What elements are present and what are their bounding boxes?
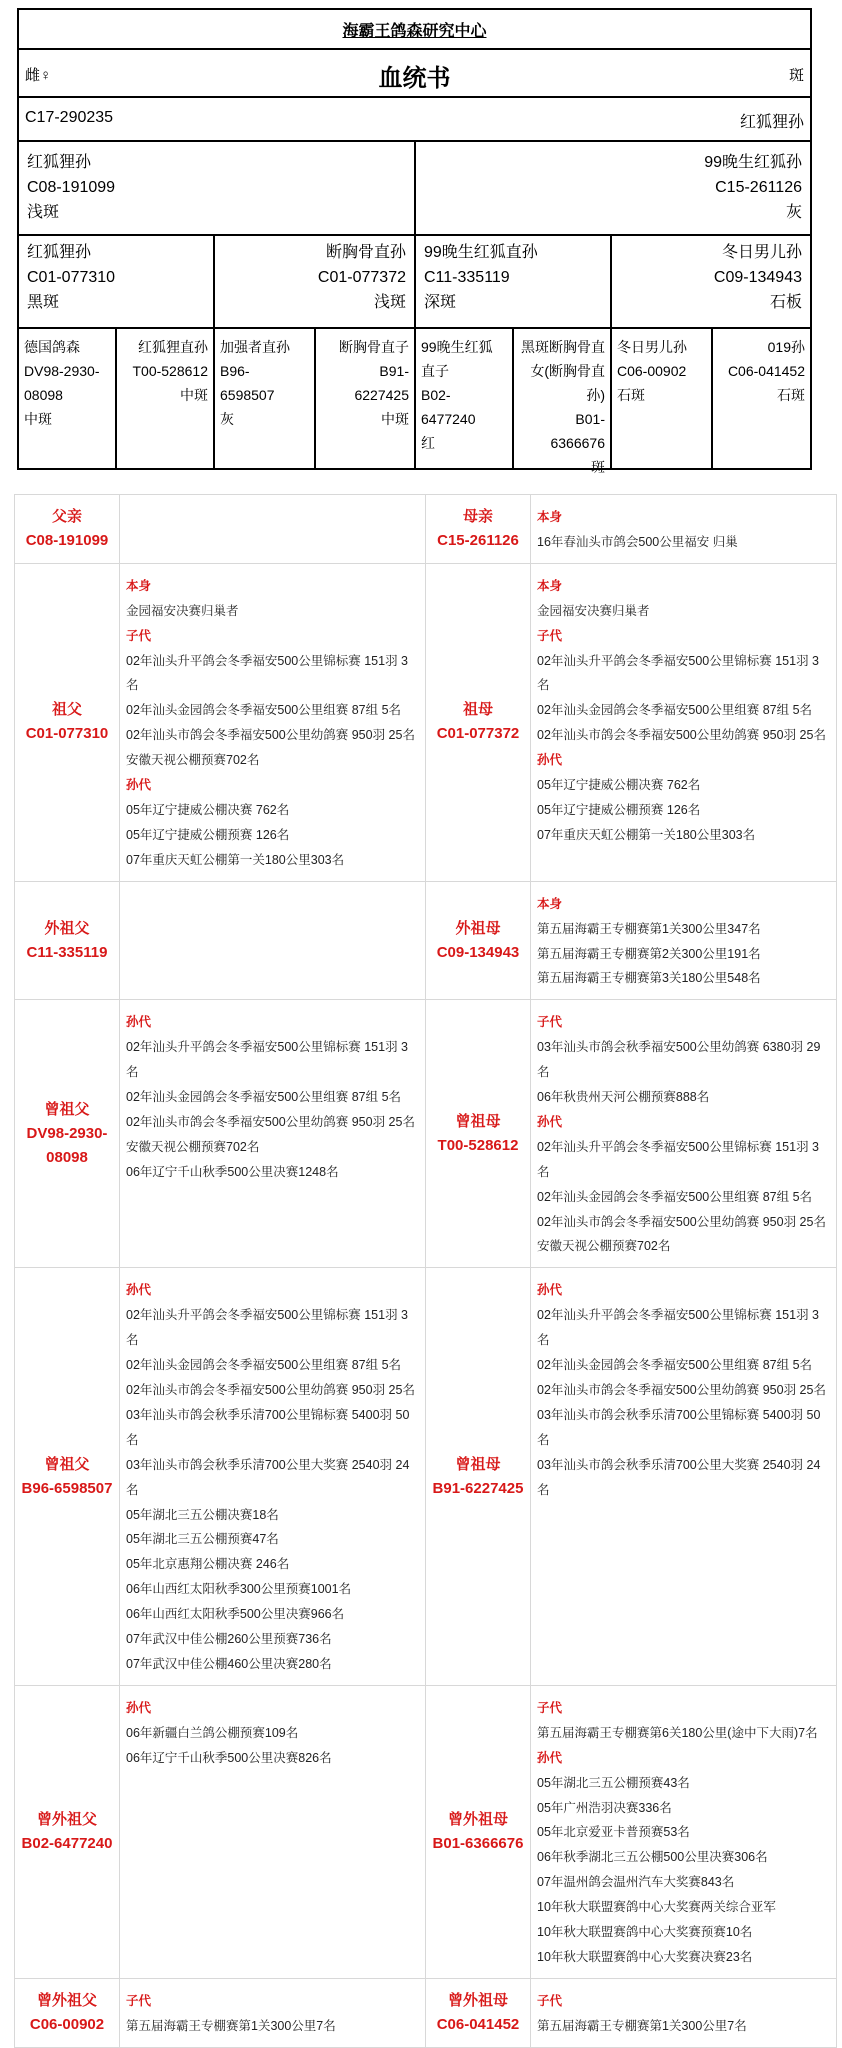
relation-ring: C15-261126 (437, 531, 519, 549)
achievement-line: 05年辽宁捷威公棚预赛 126名 (537, 802, 701, 817)
achievement-line: 05年湖北三五公棚预赛43名 (537, 1775, 690, 1790)
relation-cell (15, 1978, 120, 2047)
relation-cell (426, 1268, 531, 1686)
gen4-line: 6598507 (220, 387, 275, 403)
section-heading: 子代 (537, 628, 563, 643)
relation-cell (426, 495, 531, 564)
section-heading: 孙代 (537, 1750, 563, 1765)
achievement-line: 02年汕头升平鸽会冬季福安500公里锦标赛 151羽 3名 (537, 1308, 820, 1348)
section-heading: 子代 (537, 1993, 563, 2008)
gen3-name: 红狐狸孙 (27, 244, 92, 261)
gen3-name: 冬日男儿孙 (721, 244, 802, 261)
achievement-line: 02年汕头市鸽会冬季福安500公里幼鸽赛 950羽 25名 (537, 728, 826, 743)
table-row (15, 495, 837, 564)
gen4-cell (514, 329, 612, 475)
section-heading: 本身 (537, 896, 563, 911)
relation-cell (15, 881, 120, 1000)
achievement-line: 第五届海霸王专棚赛第2关300公里191名 (537, 946, 761, 961)
achievement-line: 07年温州鸽会温州汽车大奖赛843名 (537, 1875, 735, 1890)
sex-label: 雌♀ (25, 67, 52, 84)
achievement-line: 安徽天视公棚预赛702名 (126, 753, 260, 768)
table-row (15, 881, 837, 1000)
gen2-cell (416, 142, 810, 236)
gen4-cell (316, 329, 416, 470)
gen4-line: 冬日男儿孙 (617, 339, 687, 355)
relation-label: 曾外祖母 (447, 1810, 508, 1828)
relation-ring: C09-134943 (436, 943, 520, 961)
achievement-line: 第五届海霸王专棚赛第3关180公里548名 (537, 971, 761, 986)
gen4-line: 孙) (586, 387, 605, 403)
gen3-cell (19, 236, 215, 329)
achievement-line: 02年汕头升平鸽会冬季福安500公里锦标赛 151羽 3名 (537, 1139, 820, 1179)
doc-title: 血统书 (378, 65, 451, 92)
achievement-cell (531, 1000, 837, 1268)
relation-ring: B96-6598507 (21, 1479, 113, 1497)
gen3-cell (612, 236, 810, 329)
relation-cell (426, 1685, 531, 1978)
achievement-line: 02年汕头市鸽会冬季福安500公里幼鸽赛 950羽 25名 (126, 1114, 415, 1129)
relation-label: 曾外祖母 (447, 1991, 508, 2009)
achievement-line: 安徽天视公棚预赛702名 (537, 1239, 671, 1254)
achievement-line: 03年汕头市鸽会秋季乐清700公里锦标赛 5400羽 50名 (537, 1407, 821, 1447)
gen3-ring: C01-077372 (317, 269, 406, 286)
gen4-line: 石斑 (617, 387, 645, 403)
section-heading: 本身 (537, 510, 563, 524)
achievement-table (14, 494, 837, 2048)
pedigree-chart (17, 8, 812, 475)
achievement-line: 10年秋大联盟赛鸽中心大奖赛两关综合亚军 (537, 1900, 776, 1915)
relation-cell (15, 1685, 120, 1978)
relation-label: 曾祖母 (455, 1455, 501, 1473)
relation-cell (15, 1000, 120, 1268)
achievement-line: 05年辽宁捷威公棚决赛 762名 (537, 778, 701, 793)
achievement-line: 金园福安决赛归巢者 (537, 603, 650, 618)
gen4-line: 石斑 (777, 387, 805, 403)
relation-label: 祖母 (462, 701, 493, 719)
achievement-line: 05年湖北三五公棚决赛18名 (126, 1507, 279, 1522)
gen4-cell (416, 329, 514, 470)
gen2-ring: C08-191099 (27, 179, 116, 196)
table-row (15, 1685, 837, 1978)
achievement-line: 05年辽宁捷威公棚决赛 762名 (126, 802, 290, 817)
achievement-line: 第五届海霸王专棚赛第1关300公里7名 (537, 2018, 747, 2033)
relation-ring: C11-335119 (26, 943, 108, 961)
gen4-line: 女(断胸骨直 (530, 363, 605, 379)
achievement-line: 05年辽宁捷威公棚预赛 126名 (126, 827, 290, 842)
gen3-color: 浅斑 (373, 294, 406, 311)
achievement-line: 07年重庆天虹公棚第一关180公里303名 (537, 827, 756, 842)
relation-ring: C01-077310 (25, 725, 109, 743)
section-heading: 孙代 (537, 1114, 563, 1129)
achievement-line: 03年汕头市鸽会秋季乐清700公里大奖赛 2540羽 24名 (126, 1457, 410, 1497)
section-heading: 孙代 (537, 753, 563, 768)
gen3-color: 深斑 (424, 294, 457, 311)
relation-label: 祖父 (51, 701, 82, 719)
gen4-line: 中斑 (180, 387, 208, 403)
achievement-line: 05年北京惠翔公棚决赛 246名 (126, 1557, 290, 1572)
table-row (15, 563, 837, 881)
section-heading: 子代 (537, 1700, 563, 1715)
gen4-line: 中斑 (381, 411, 409, 427)
gen4-line: 中斑 (24, 411, 52, 427)
relation-ring: B91-6227425 (432, 1479, 524, 1497)
gen4-line: 019孙 (767, 339, 805, 355)
gen2-color: 浅斑 (27, 204, 60, 221)
achievement-line: 05年广州浩羽决赛336名 (537, 1800, 672, 1815)
achievement-cell (120, 1000, 426, 1268)
section-heading: 孙代 (126, 1700, 152, 1715)
relation-ring: C08-191099 (25, 531, 109, 549)
relation-ring: T00-528612 (437, 1136, 519, 1154)
gen4-line: B02- (421, 387, 451, 403)
achievement-line: 06年山西红太阳秋季500公里决赛966名 (126, 1607, 345, 1622)
achievement-line: 07年重庆天虹公棚第一关180公里303名 (126, 852, 345, 867)
gen4-line: 红 (421, 435, 435, 451)
relation-label: 曾外祖父 (36, 1991, 97, 2009)
achievement-cell (531, 881, 837, 1000)
gen3-name: 断胸骨直孙 (325, 244, 406, 261)
gen4-cell (612, 329, 713, 470)
relation-cell (15, 563, 120, 881)
gen3-ring: C01-077310 (27, 269, 116, 286)
gen4-line: 6366676 (550, 435, 605, 451)
gen4-line: 德国鸽森 (24, 339, 80, 355)
section-heading: 子代 (537, 1015, 563, 1030)
subject-ring: C17-290235 (25, 109, 114, 126)
gen4-line: B91- (379, 363, 409, 379)
achievement-line: 06年秋季湖北三五公棚500公里决赛306名 (537, 1850, 768, 1865)
relation-label: 外祖父 (44, 919, 90, 937)
gen3-color: 石板 (769, 294, 802, 311)
achievement-line: 06年辽宁千山秋季500公里决赛1248名 (126, 1164, 339, 1179)
section-heading: 孙代 (126, 778, 152, 793)
gen4-line: B01- (575, 411, 605, 427)
relation-ring: B01-6366676 (432, 1834, 524, 1852)
gen3-color: 黑斑 (27, 294, 60, 311)
gen4-line: DV98-2930- (24, 363, 100, 379)
achievement-line: 02年汕头升平鸽会冬季福安500公里锦标赛 151羽 3名 (537, 653, 820, 693)
achievement-line: 05年北京爱亚卡普预赛53名 (537, 1825, 690, 1840)
gen2-ring: C15-261126 (715, 179, 802, 196)
gen4-line: 直子 (421, 363, 449, 379)
achievement-line: 第五届海霸王专棚赛第1关300公里7名 (126, 2018, 336, 2033)
achievement-cell (120, 495, 426, 564)
relation-cell (426, 1000, 531, 1268)
achievement-line: 16年春汕头市鸽会500公里福安 归巢 (537, 534, 738, 549)
gen4-line: 红狐狸直孙 (138, 339, 208, 355)
achievement-cell (120, 563, 426, 881)
org-title: 海霸王鸽森研究中心 (19, 10, 810, 50)
relation-label: 曾祖父 (44, 1100, 90, 1118)
achievement-line: 07年武汉中佳公棚460公里决赛280名 (126, 1656, 332, 1671)
gen2-cell (19, 142, 416, 236)
table-row (15, 1268, 837, 1686)
gen4-line: 加强者直孙 (220, 339, 290, 355)
gen4-line: 08098 (24, 387, 63, 403)
gen4-line: C06-041452 (727, 363, 805, 379)
relation-cell (15, 1268, 120, 1686)
achievement-line: 安徽天视公棚预赛702名 (126, 1139, 260, 1154)
gen2-name: 99晚生红狐孙 (704, 154, 802, 171)
relation-label: 外祖母 (455, 919, 501, 937)
gen4-line: 斑 (591, 459, 605, 475)
gen4-line: 断胸骨直子 (339, 339, 409, 355)
achievement-line: 03年汕头市鸽会秋季福安500公里幼鸽赛 6380羽 29名 (537, 1040, 821, 1080)
gen3-name: 99晚生红狐直孙 (424, 244, 538, 261)
achievement-line: 02年汕头金园鸽会冬季福安500公里组赛 87组 5名 (537, 1358, 813, 1373)
relation-label: 曾祖父 (44, 1455, 90, 1473)
section-heading: 孙代 (126, 1015, 152, 1030)
relation-label: 曾外祖父 (36, 1810, 97, 1828)
gen4-cell (19, 329, 117, 470)
relation-cell (15, 495, 120, 564)
section-heading: 本身 (126, 578, 152, 593)
relation-cell (426, 881, 531, 1000)
section-heading: 孙代 (537, 1283, 563, 1298)
achievement-cell (531, 495, 837, 564)
gen4-line: 99晚生红狐 (421, 339, 493, 355)
gen4-line: 黑斑断胸骨直 (521, 339, 605, 355)
gen4-line: C06-00902 (617, 363, 687, 379)
achievement-line: 02年汕头市鸽会冬季福安500公里幼鸽赛 950羽 25名 (537, 1383, 826, 1397)
achievement-cell (531, 563, 837, 881)
relation-cell (426, 563, 531, 881)
achievement-cell (120, 1685, 426, 1978)
table-row (15, 1000, 837, 1268)
achievement-line: 06年山西红太阳秋季300公里预赛1001名 (126, 1582, 352, 1597)
gen4-cell (117, 329, 215, 470)
achievement-line: 07年武汉中佳公棚260公里预赛736名 (126, 1632, 332, 1647)
achievement-cell (531, 1978, 837, 2047)
achievement-line: 06年辽宁千山秋季500公里决赛826名 (126, 1750, 332, 1765)
gen4-line: T00-528612 (132, 363, 208, 379)
relation-ring: C06-00902 (29, 2015, 105, 2033)
subject-name: 红狐狸孙 (739, 114, 804, 131)
gen2-color: 灰 (785, 204, 802, 221)
relation-ring: C01-077372 (436, 725, 520, 743)
achievement-line: 10年秋大联盟赛鸽中心大奖赛预赛10名 (537, 1925, 753, 1940)
achievement-cell (120, 881, 426, 1000)
color-label: 斑 (788, 67, 804, 84)
achievement-cell (120, 1978, 426, 2047)
achievement-line: 02年汕头市鸽会冬季福安500公里幼鸽赛 950羽 25名 (126, 1383, 415, 1397)
relation-ring: B02-6477240 (21, 1834, 113, 1852)
gen3-cell (416, 236, 612, 329)
gen4-line: 灰 (220, 411, 234, 427)
gen4-cell (215, 329, 316, 470)
relation-ring: 08098 (46, 1148, 88, 1166)
achievement-line: 02年汕头升平鸽会冬季福安500公里锦标赛 151羽 3名 (126, 1040, 409, 1080)
gen4-line: 6227425 (354, 387, 409, 403)
gen4-cell (713, 329, 810, 470)
section-heading: 孙代 (126, 1283, 152, 1298)
gen4-line: 6477240 (421, 411, 476, 427)
achievement-line: 02年汕头金园鸽会冬季福安500公里组赛 87组 5名 (126, 1358, 402, 1373)
section-heading: 本身 (537, 578, 563, 593)
achievement-line: 05年湖北三五公棚预赛47名 (126, 1532, 279, 1547)
achievement-line: 02年汕头市鸽会冬季福安500公里幼鸽赛 950羽 25名 (537, 1214, 826, 1229)
gen2-name: 红狐狸孙 (27, 154, 92, 171)
achievement-line: 02年汕头升平鸽会冬季福安500公里锦标赛 151羽 3名 (126, 1308, 409, 1348)
gen3-ring: C09-134943 (713, 269, 802, 286)
achievement-cell (531, 1685, 837, 1978)
section-heading: 子代 (126, 628, 152, 643)
achievement-line: 第五届海霸王专棚赛第6关180公里(途中下大雨)7名 (537, 1725, 818, 1740)
achievement-line: 03年汕头市鸽会秋季乐清700公里大奖赛 2540羽 24名 (537, 1457, 821, 1497)
achievement-line: 02年汕头金园鸽会冬季福安500公里组赛 87组 5名 (126, 703, 402, 718)
achievement-line: 06年新疆白兰鸽公棚预赛109名 (126, 1725, 299, 1740)
table-row (15, 1978, 837, 2047)
achievement-cell (120, 1268, 426, 1686)
relation-ring: C06-041452 (436, 2015, 520, 2033)
gen3-ring: C11-335119 (424, 269, 510, 286)
achievement-line: 金园福安决赛归巢者 (126, 603, 239, 618)
achievement-line: 03年汕头市鸽会秋季乐清700公里锦标赛 5400羽 50名 (126, 1407, 410, 1447)
gen4-line: B96- (220, 363, 250, 379)
achievement-line: 10年秋大联盟赛鸽中心大奖赛决赛23名 (537, 1949, 753, 1964)
achievement-line: 02年汕头金园鸽会冬季福安500公里组赛 87组 5名 (537, 703, 813, 718)
achievement-line: 06年秋贵州天河公棚预赛888名 (537, 1090, 710, 1105)
achievement-line: 02年汕头金园鸽会冬季福安500公里组赛 87组 5名 (126, 1090, 402, 1105)
relation-label: 母亲 (462, 507, 493, 525)
gen3-cell (215, 236, 416, 329)
relation-label: 曾祖母 (455, 1112, 501, 1130)
achievement-cell (531, 1268, 837, 1686)
relation-label: 父亲 (51, 507, 82, 525)
achievement-line: 02年汕头金园鸽会冬季福安500公里组赛 87组 5名 (537, 1189, 813, 1204)
section-heading: 子代 (126, 1993, 152, 2008)
subject-row (19, 98, 810, 142)
relation-cell (426, 1978, 531, 2047)
achievement-line: 第五届海霸王专棚赛第1关300公里347名 (537, 921, 761, 936)
relation-ring: DV98-2930- (26, 1124, 108, 1142)
achievement-line: 02年汕头升平鸽会冬季福安500公里锦标赛 151羽 3名 (126, 653, 409, 693)
achievement-line: 02年汕头市鸽会冬季福安500公里幼鸽赛 950羽 25名 (126, 728, 415, 743)
doc-header (19, 50, 810, 98)
